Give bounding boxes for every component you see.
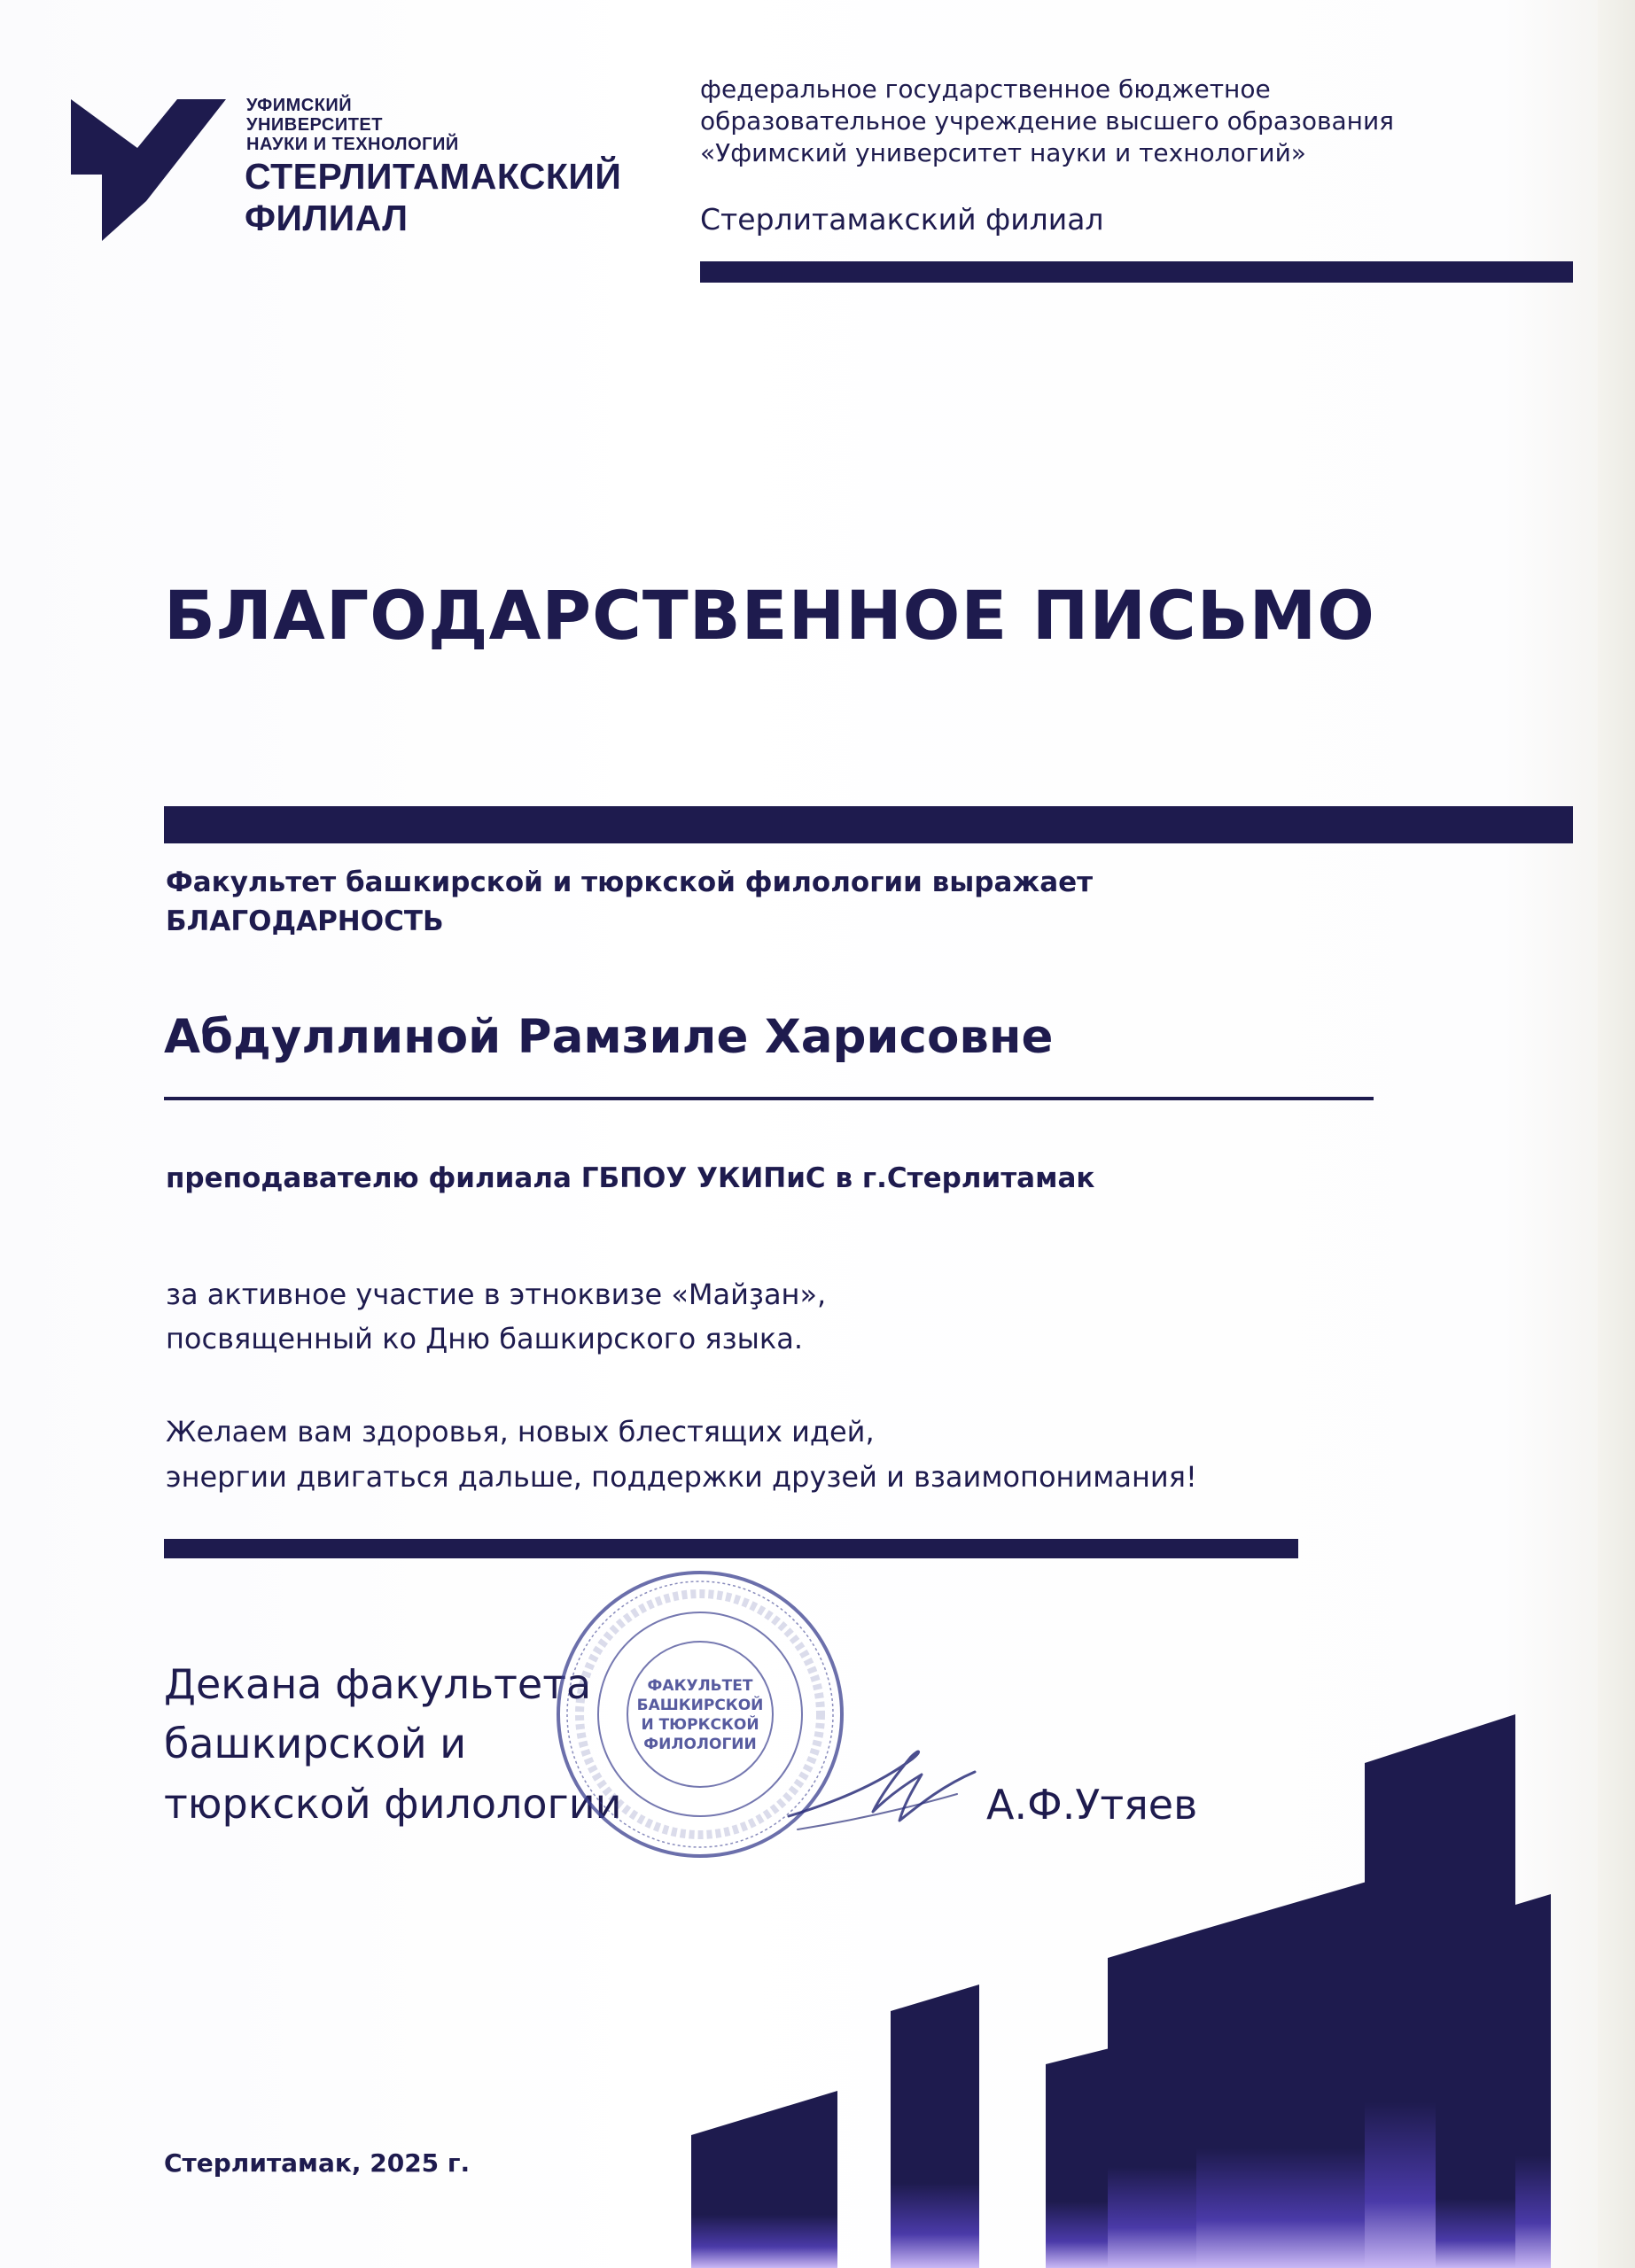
stamp-text-4: ФИЛОЛОГИИ xyxy=(643,1736,757,1753)
paper-edge xyxy=(1598,0,1635,2268)
signatory-role-line-1: Декана факультета xyxy=(164,1660,592,1708)
wish-line-1: Желаем вам здоровья, новых блестящих идей, xyxy=(166,1415,875,1449)
title-divider xyxy=(164,806,1573,843)
intro-line-1: Факультет башкирской и тюркской филологии выражает xyxy=(166,866,1094,898)
logo-branch-line2: ФИЛИАЛ xyxy=(245,198,409,238)
recipient-position: преподавателю филиала ГБПОУ УКИПиС в г.Стерлитамак xyxy=(166,1162,1095,1194)
intro-line-2: БЛАГОДАРНОСТЬ xyxy=(166,905,444,937)
handwritten-signature xyxy=(780,1723,993,1856)
reason-line-1: за активное участие в этноквизе «Майҙан», xyxy=(166,1278,827,1311)
reason-line-2: посвященный ко Дню башкирского языка. xyxy=(166,1322,803,1355)
branch-name: Стерлитамакский филиал xyxy=(700,202,1104,237)
stamp-text-3: И ТЮРКСКОЙ xyxy=(641,1716,759,1734)
recipient-underline xyxy=(164,1097,1374,1100)
org-line-3: «Уфимский университет науки и технологий» xyxy=(700,138,1306,167)
logo-university-line3: НАУКИ И ТЕХНОЛОГИЙ xyxy=(246,135,459,154)
logo-branch-line1: СТЕРЛИТАМАКСКИЙ xyxy=(245,156,622,197)
stamp-text-2: БАШКИРСКОЙ xyxy=(636,1697,764,1714)
signatory-role-line-3: тюркской филологии xyxy=(164,1780,622,1828)
recipient-name: Абдуллиной Рамзиле Харисовне xyxy=(164,1010,1054,1064)
signatory-name: А.Ф.Утяев xyxy=(986,1781,1198,1829)
wish-line-2: энергии двигаться дальше, поддержки друзей и взаимопонимания! xyxy=(166,1460,1197,1494)
org-line-2: образовательное учреждение высшего образования xyxy=(700,106,1395,136)
body-divider xyxy=(164,1539,1298,1558)
stamp-text-1: ФАКУЛЬТЕТ xyxy=(647,1677,753,1695)
logo-university-line1: УФИМСКИЙ xyxy=(246,96,353,115)
header-divider xyxy=(700,261,1573,283)
org-line-1: федеральное государственное бюджетное xyxy=(700,74,1271,104)
signatory-role-line-2: башкирской и xyxy=(164,1720,467,1767)
university-logo-icon xyxy=(71,99,226,241)
logo-university-line2: УНИВЕРСИТЕТ xyxy=(246,115,383,135)
document-title: БЛАГОДАРСТВЕННОЕ ПИСЬМО xyxy=(164,576,1375,655)
place-and-year: Стерлитамак, 2025 г. xyxy=(164,2148,471,2178)
